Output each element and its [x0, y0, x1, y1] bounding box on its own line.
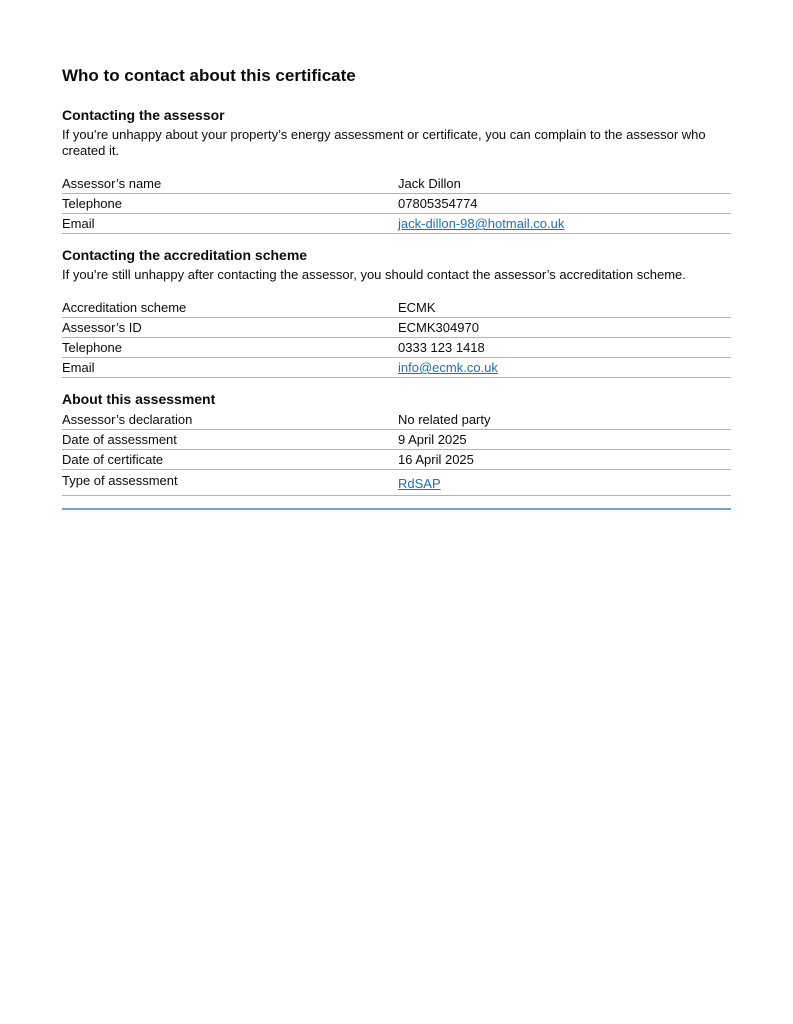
row-label: Email — [62, 360, 95, 375]
row-label: Assessor’s ID — [62, 320, 142, 335]
page-title: Who to contact about this certificate — [62, 66, 356, 85]
table-row — [62, 410, 731, 430]
row-label: Date of certificate — [62, 452, 164, 467]
row-label: Assessor’s name — [62, 176, 162, 191]
assessor-name-value: Jack Dillon — [398, 176, 461, 191]
section-heading: About this assessment — [62, 391, 216, 407]
table-row — [62, 470, 731, 496]
section-heading: Contacting the assessor — [62, 107, 225, 123]
assessment-date-value: 9 April 2025 — [398, 432, 467, 447]
row-label: Telephone — [62, 196, 122, 211]
table-row — [62, 214, 731, 234]
section-about-assessment — [62, 391, 731, 496]
table-row — [62, 174, 731, 194]
assessor-table — [62, 174, 731, 234]
table-row — [62, 318, 731, 338]
table-row — [62, 338, 731, 358]
row-value — [398, 474, 731, 491]
table-row — [62, 194, 731, 214]
section-heading: Contacting the accreditation scheme — [62, 247, 308, 263]
section-accreditation-scheme — [62, 247, 731, 378]
row-label: Accreditation scheme — [62, 300, 187, 315]
section-contacting-assessor — [62, 107, 731, 234]
row-value — [398, 361, 731, 375]
section-intro: If you’re unhappy about your property’s energy assessment or certificate, you can complain to the assessor who created it. — [62, 127, 706, 158]
assessment-table — [62, 410, 731, 496]
scheme-telephone-value: 0333 123 1418 — [398, 340, 485, 355]
table-row — [62, 298, 731, 318]
table-row — [62, 450, 731, 470]
assessment-type-link[interactable]: RdSAP — [398, 476, 441, 491]
assessor-telephone-value: 07805354774 — [398, 196, 478, 211]
row-label: Telephone — [62, 340, 122, 355]
assessor-id-value: ECMK304970 — [398, 320, 479, 335]
assessor-email-link[interactable]: jack-dillon-98@hotmail.co.uk — [398, 216, 565, 231]
certificate-date-value: 16 April 2025 — [398, 452, 474, 467]
section-intro: If you’re still unhappy after contacting the assessor, you should contact the assessor’s accreditation scheme. — [62, 267, 686, 282]
row-value — [398, 217, 731, 231]
section-divider-rule — [62, 508, 731, 510]
accreditation-table — [62, 298, 731, 378]
table-row — [62, 430, 731, 450]
table-row — [62, 358, 731, 378]
scheme-email-link[interactable]: info@ecmk.co.uk — [398, 360, 498, 375]
row-label: Assessor’s declaration — [62, 412, 193, 427]
row-label: Type of assessment — [62, 473, 178, 488]
assessor-declaration-value: No related party — [398, 412, 491, 427]
page-content — [62, 66, 731, 510]
row-label: Date of assessment — [62, 432, 177, 447]
row-label: Email — [62, 216, 95, 231]
accreditation-scheme-value: ECMK — [398, 300, 436, 315]
